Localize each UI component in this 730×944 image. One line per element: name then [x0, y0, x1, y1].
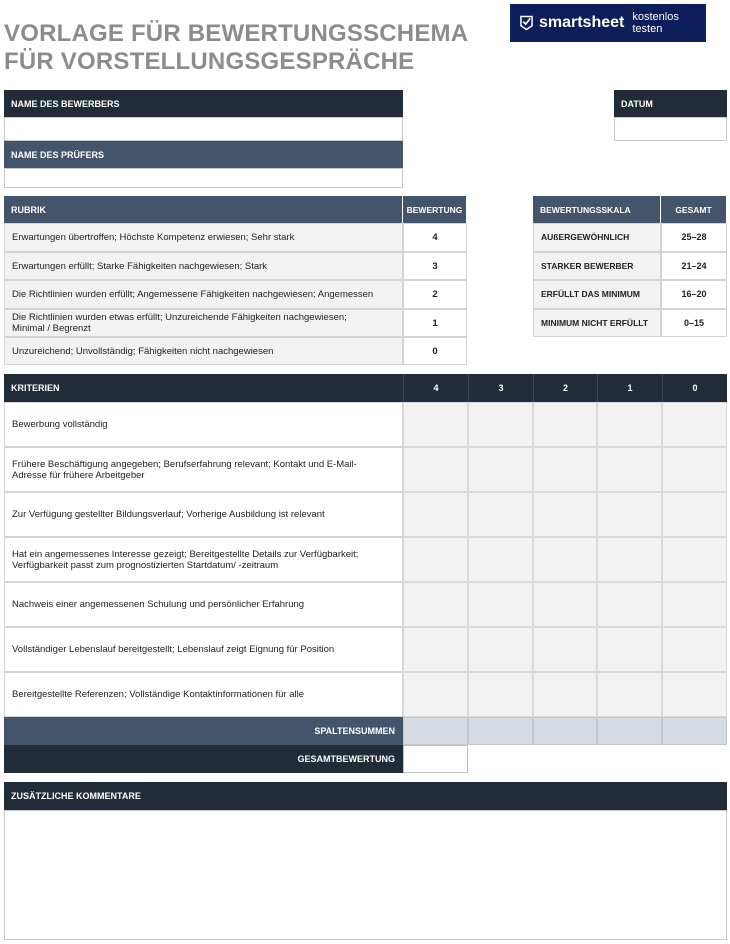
score-cell[interactable] [533, 627, 597, 672]
brand-name: smartsheet [538, 14, 625, 31]
column-total-cell[interactable] [403, 717, 468, 745]
scale-row-range: 25–28 [661, 223, 727, 252]
score-cell[interactable] [662, 672, 727, 717]
scale-row-range: 0–15 [661, 309, 727, 337]
score-cell[interactable] [662, 402, 727, 447]
smartsheet-trial-button[interactable] [510, 4, 706, 42]
score-cell[interactable] [468, 582, 533, 627]
criteria-column-0: 0 [662, 374, 727, 402]
candidate-name-header: NAME DES BEWERBERS [4, 90, 403, 117]
score-cell[interactable] [662, 582, 727, 627]
score-cell[interactable] [533, 447, 597, 492]
score-cell[interactable] [533, 672, 597, 717]
column-totals-label: SPALTENSUMMEN [4, 717, 403, 745]
comments-header: ZUSÄTZLICHE KOMMENTARE [4, 782, 727, 810]
score-cell[interactable] [468, 492, 533, 537]
brand-cta: kostenlos testen [632, 11, 679, 35]
criteria-row-label: Bereitgestellte Referenzen; Vollständige Kontaktinformationen für alle [4, 672, 403, 717]
score-cell[interactable] [403, 447, 468, 492]
score-cell[interactable] [403, 627, 468, 672]
criteria-row-label: Nachweis einer angemessenen Schulung und persönlicher Erfahrung [4, 582, 403, 627]
criteria-row-label: Hat ein angemessenes Interesse gezeigt; Bereitgestellte Details zur Verfügbarkeit; Verfügbarkeit passt zum prognostizierten Startdatum/ -zeitraum [4, 537, 403, 582]
scale-row-label: MINIMUM NICHT ERFÜLLT [533, 309, 661, 337]
score-cell[interactable] [597, 537, 662, 582]
score-cell[interactable] [533, 492, 597, 537]
score-cell[interactable] [403, 672, 468, 717]
rubric-row-rating: 3 [403, 252, 467, 280]
score-cell[interactable] [662, 537, 727, 582]
overall-score-label: GESAMTBEWERTUNG [4, 745, 403, 773]
scale-row-range: 21–24 [661, 252, 727, 280]
criteria-column-2: 2 [533, 374, 597, 402]
score-cell[interactable] [403, 582, 468, 627]
examiner-name-field[interactable] [4, 168, 403, 188]
rubric-row-text: Die Richtlinien wurden erfüllt; Angemessene Fähigkeiten nachgewiesen; Angemessen [4, 280, 403, 309]
date-field[interactable] [614, 117, 727, 141]
overall-score-field[interactable] [403, 745, 468, 773]
score-cell[interactable] [662, 627, 727, 672]
rubric-row-rating: 2 [403, 280, 467, 309]
score-cell[interactable] [468, 627, 533, 672]
score-cell[interactable] [533, 537, 597, 582]
criteria-header: KRITERIEN [4, 374, 403, 402]
criteria-column-4: 4 [403, 374, 468, 402]
score-cell[interactable] [468, 402, 533, 447]
scale-row-label: STARKER BEWERBER [533, 252, 661, 280]
score-cell[interactable] [597, 627, 662, 672]
criteria-row-label: Zur Verfügung gestellter Bildungsverlauf; Vorherige Ausbildung ist relevant [4, 492, 403, 537]
rubric-row-text: Erwartungen übertroffen; Höchste Kompetenz erwiesen; Sehr stark [4, 223, 403, 252]
score-cell[interactable] [662, 447, 727, 492]
rubric-row-rating: 4 [403, 223, 467, 252]
score-cell[interactable] [597, 672, 662, 717]
scale-row-label: AUßERGEWÖHNLICH [533, 223, 661, 252]
score-cell[interactable] [533, 582, 597, 627]
score-cell[interactable] [597, 447, 662, 492]
rubric-row-text: Erwartungen erfüllt; Starke Fähigkeiten nachgewiesen; Stark [4, 252, 403, 280]
scale-header: BEWERTUNGSSKALA [533, 196, 661, 223]
score-cell[interactable] [597, 402, 662, 447]
examiner-name-header: NAME DES PRÜFERS [4, 141, 403, 168]
criteria-row-label: Frühere Beschäftigung angegeben; Berufserfahrung relevant; Kontakt und E-Mail-Adresse für frühere Arbeitgeber [4, 447, 403, 492]
column-total-cell[interactable] [533, 717, 597, 745]
score-cell[interactable] [662, 492, 727, 537]
score-cell[interactable] [533, 402, 597, 447]
scale-row-range: 16–20 [661, 280, 727, 309]
score-cell[interactable] [403, 492, 468, 537]
score-cell[interactable] [597, 582, 662, 627]
date-header: DATUM [614, 90, 727, 117]
scale-total-header: GESAMT [661, 196, 727, 223]
column-total-cell[interactable] [597, 717, 662, 745]
rubric-row-text: Die Richtlinien wurden etwas erfüllt; Unzureichende Fähigkeiten nachgewiesen; Minimal / Begrenzt [4, 309, 403, 337]
comments-textarea[interactable] [4, 810, 727, 940]
criteria-column-3: 3 [468, 374, 533, 402]
score-cell[interactable] [597, 492, 662, 537]
column-total-cell[interactable] [468, 717, 533, 745]
score-cell[interactable] [468, 537, 533, 582]
rubric-row-rating: 1 [403, 309, 467, 337]
page-title: VORLAGE FÜR BEWERTUNGSSCHEMA FÜR VORSTELLUNGSGESPRÄCHE [4, 20, 468, 75]
column-total-cell[interactable] [662, 717, 727, 745]
rubric-rating-header: BEWERTUNG [403, 196, 467, 223]
rubric-row-text: Unzureichend; Unvollständig; Fähigkeiten nicht nachgewiesen [4, 337, 403, 365]
score-cell[interactable] [468, 672, 533, 717]
candidate-name-field[interactable] [4, 117, 403, 141]
smartsheet-logo-icon [520, 15, 533, 31]
criteria-row-label: Bewerbung vollständig [4, 402, 403, 447]
score-cell[interactable] [403, 537, 468, 582]
score-cell[interactable] [468, 447, 533, 492]
criteria-row-label: Vollständiger Lebenslauf bereitgestellt; Lebenslauf zeigt Eignung für Position [4, 627, 403, 672]
scale-row-label: ERFÜLLT DAS MINIMUM [533, 280, 661, 309]
score-cell[interactable] [403, 402, 468, 447]
rubric-header: RUBRIK [4, 196, 403, 223]
criteria-column-1: 1 [597, 374, 662, 402]
rubric-row-rating: 0 [403, 337, 467, 365]
